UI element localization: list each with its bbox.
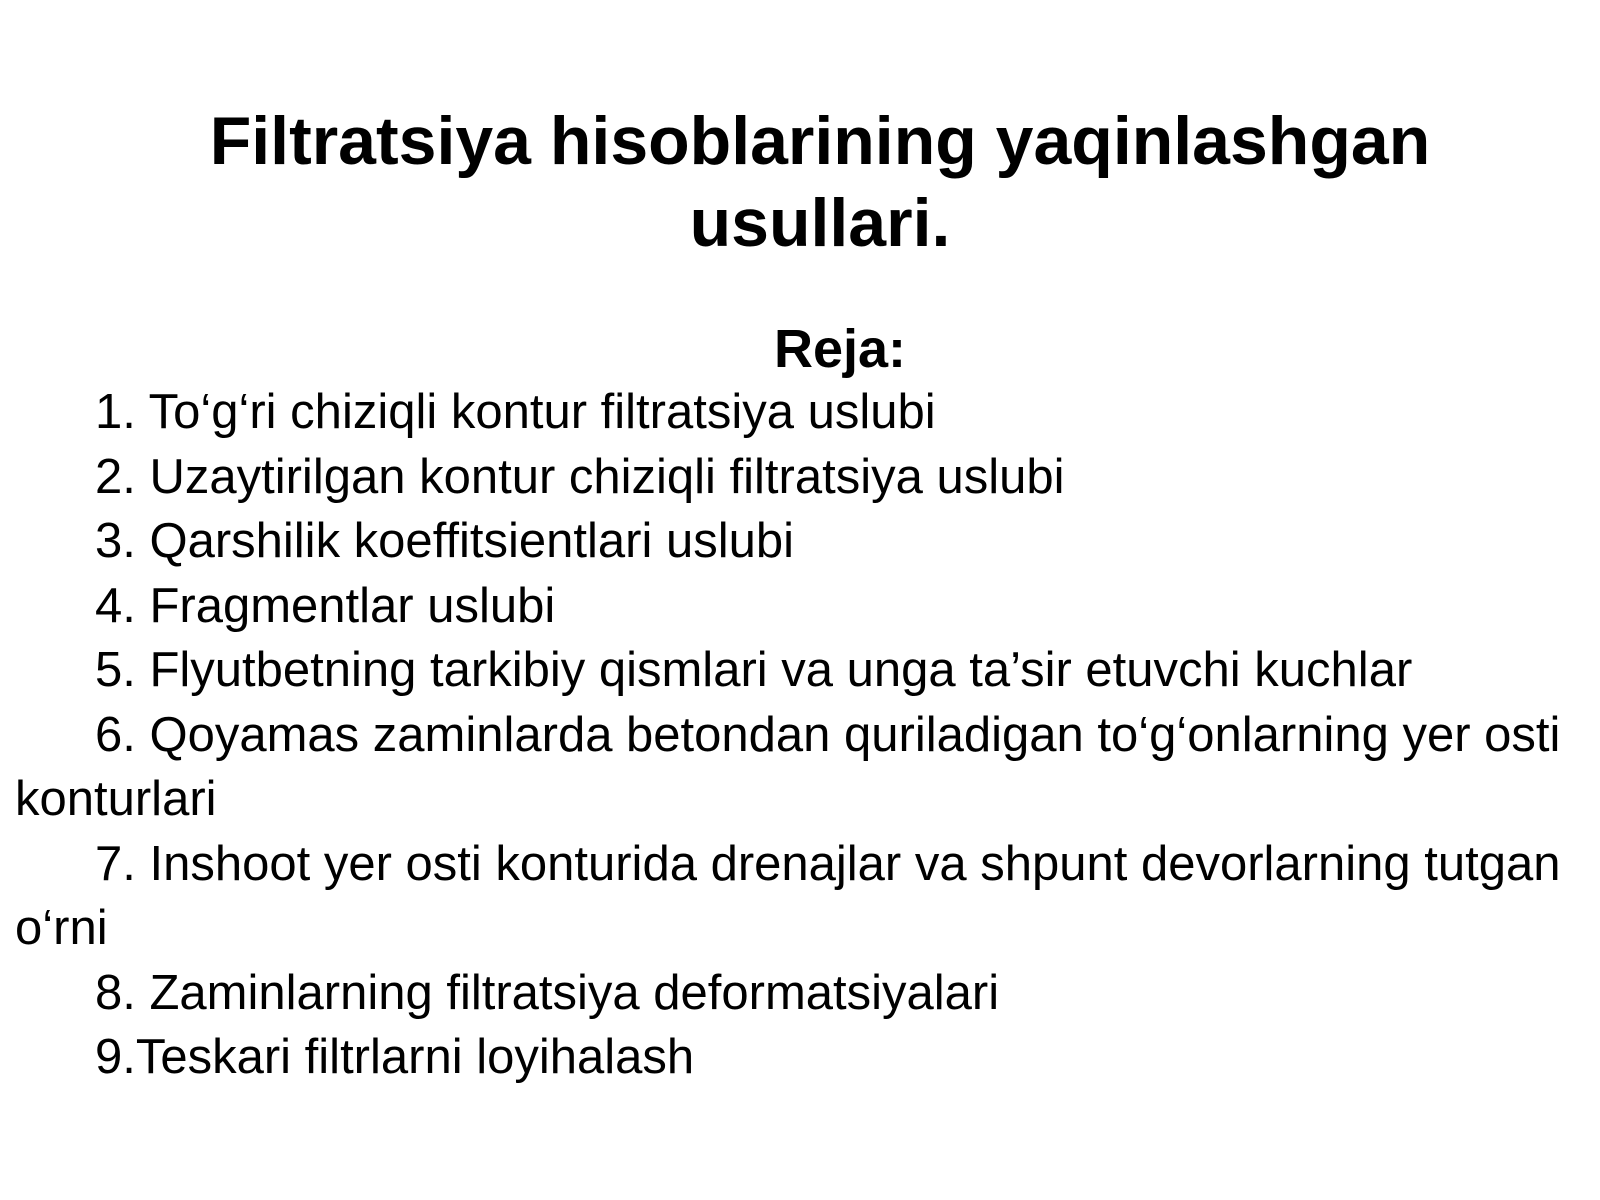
plan-item-7: 7. Inshoot yer osti konturida drenajlar va shpunt devorlarning tutgan o‘rni xyxy=(15,836,1561,955)
plan-item-1: 1. To‘g‘ri chiziqli kontur filtratsiya uslubi xyxy=(95,385,936,439)
plan-heading: Reja: xyxy=(773,319,907,379)
slide-title: Filtratsiya hisoblarining yaqinlashgan usullari. xyxy=(209,103,1431,261)
plan-list xyxy=(15,380,1590,1090)
plan-item-6: 6. Qoyamas zaminlarda betondan quriladigan to‘g‘onlarning yer osti konturlari xyxy=(15,707,1561,826)
plan-item-5: 5. Flyutbetning tarkibiy qismlari va unga ta’sir etuvchi kuchlar xyxy=(95,643,1413,697)
plan-item-4: 4. Fragmentlar uslubi xyxy=(95,578,556,633)
plan-item-9: 9.Teskari filtrlarni loyihalash xyxy=(95,1030,695,1084)
plan-item-2: 2. Uzaytirilgan kontur chiziqli filtratsiya uslubi xyxy=(95,449,1065,504)
plan-item-8: 8. Zaminlarning filtratsiya deformatsiyalari xyxy=(95,965,1000,1020)
plan-item-3: 3. Qarshilik koeffitsientlari uslubi xyxy=(95,514,795,568)
